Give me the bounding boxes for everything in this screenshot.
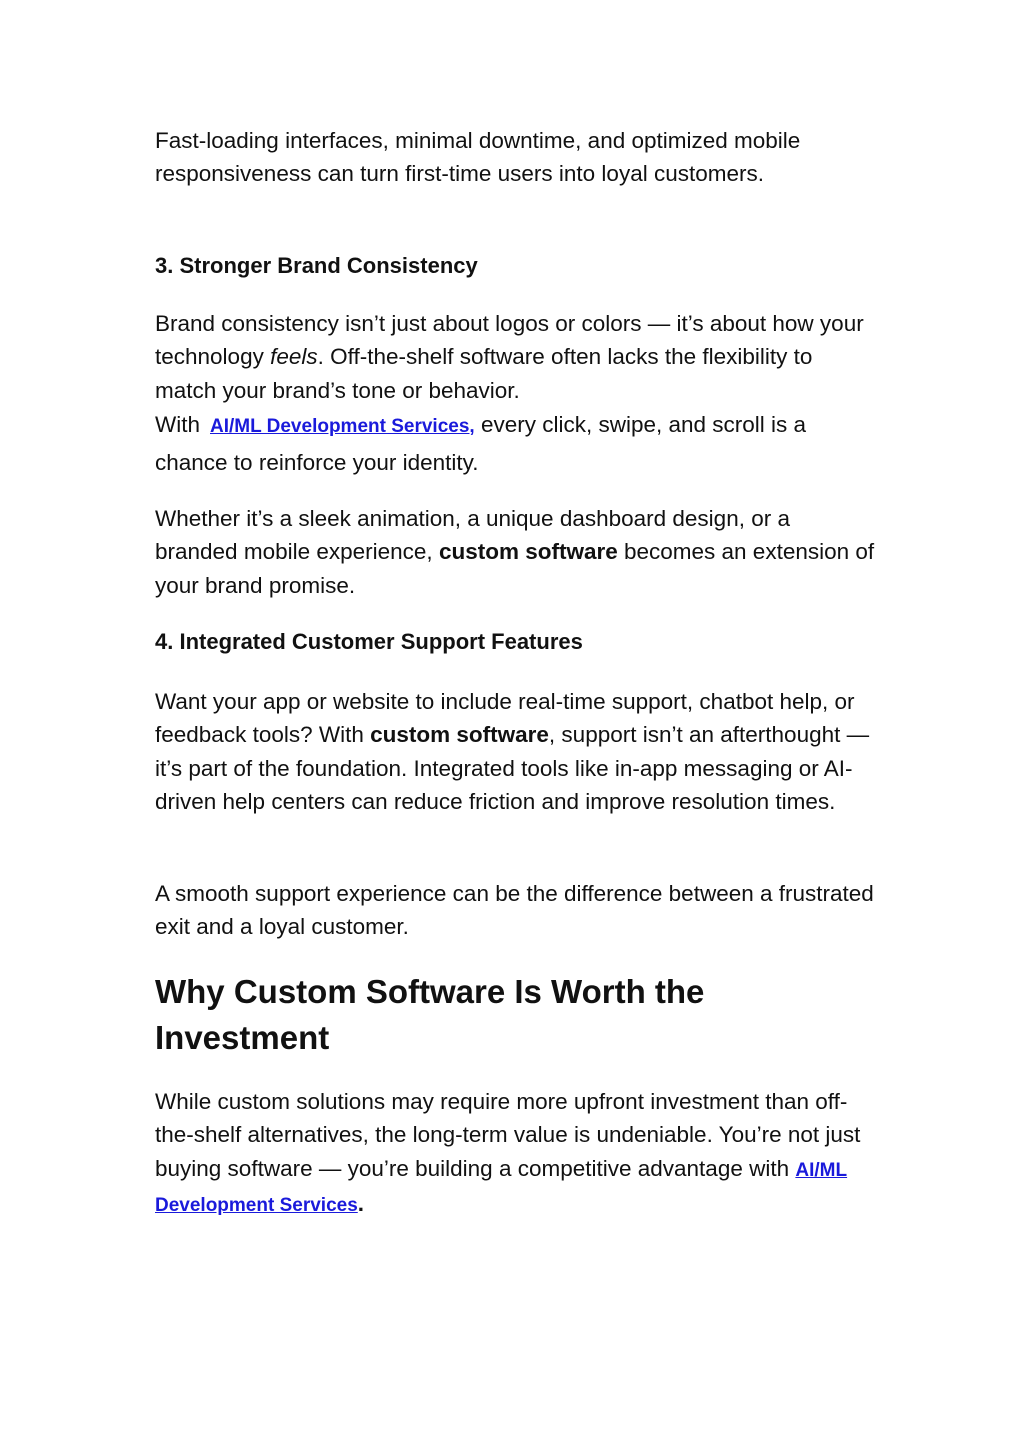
period: . <box>357 1190 365 1216</box>
heading-worth-investment: Why Custom Software Is Worth the Investment <box>155 973 705 1056</box>
paragraph-text: Want your app or website to include real-time support, chatbot help, or feedback tools? With <box>155 689 855 748</box>
paragraph-text: Brand consistency isn’t just about logos or colors — it’s about how your technology <box>155 311 864 370</box>
aiml-services-link[interactable]: AI/ML Development Services <box>155 1159 848 1216</box>
heading-customer-support: 4. Integrated Customer Support Features <box>155 629 583 654</box>
paragraph-investment <box>155 1085 875 1222</box>
paragraph-support-experience: A smooth support experience can be the difference between a frustrated exit and a loyal customer. <box>155 881 874 940</box>
paragraph-text: , support isn’t an afterthought — it’s part of the foundation. Integrated tools like in-app messaging or AI-driven help centers can reduce friction and improve resolution times. <box>155 722 870 814</box>
paragraph-brand-extension <box>155 502 875 602</box>
link-line <box>155 407 875 481</box>
paragraph-text: becomes an extension of your brand promise. <box>155 539 875 598</box>
aiml-services-link[interactable]: AI/ML Development Services, <box>210 415 475 437</box>
paragraph-text: . Off-the-shelf software often lacks the flexibility to match your brand’s tone or behavior. <box>155 344 813 403</box>
heading-brand-consistency: 3. Stronger Brand Consistency <box>155 253 478 278</box>
paragraph-support-features <box>155 685 875 818</box>
paragraph-brand-consistency <box>155 307 875 481</box>
bold-emphasis: custom software <box>370 722 549 748</box>
paragraph-performance: Fast-loading interfaces, minimal downtime, and optimized mobile responsiveness can turn first-time users into loyal customers. <box>155 128 801 187</box>
paragraph-text: While custom solutions may require more upfront investment than off-the-shelf alternatives, the long-term value is undeniable. You’re not just buying software — you’re building a competitive advantage with <box>155 1089 861 1181</box>
paragraph-text: Whether it’s a sleek animation, a unique dashboard design, or a branded mobile experience, <box>155 506 790 565</box>
bold-emphasis: custom software <box>438 539 618 565</box>
paragraph-text: With <box>155 411 200 437</box>
italic-emphasis: feels <box>270 344 318 370</box>
paragraph-text: every click, swipe, and scroll is a chance to reinforce your identity. <box>155 411 807 475</box>
